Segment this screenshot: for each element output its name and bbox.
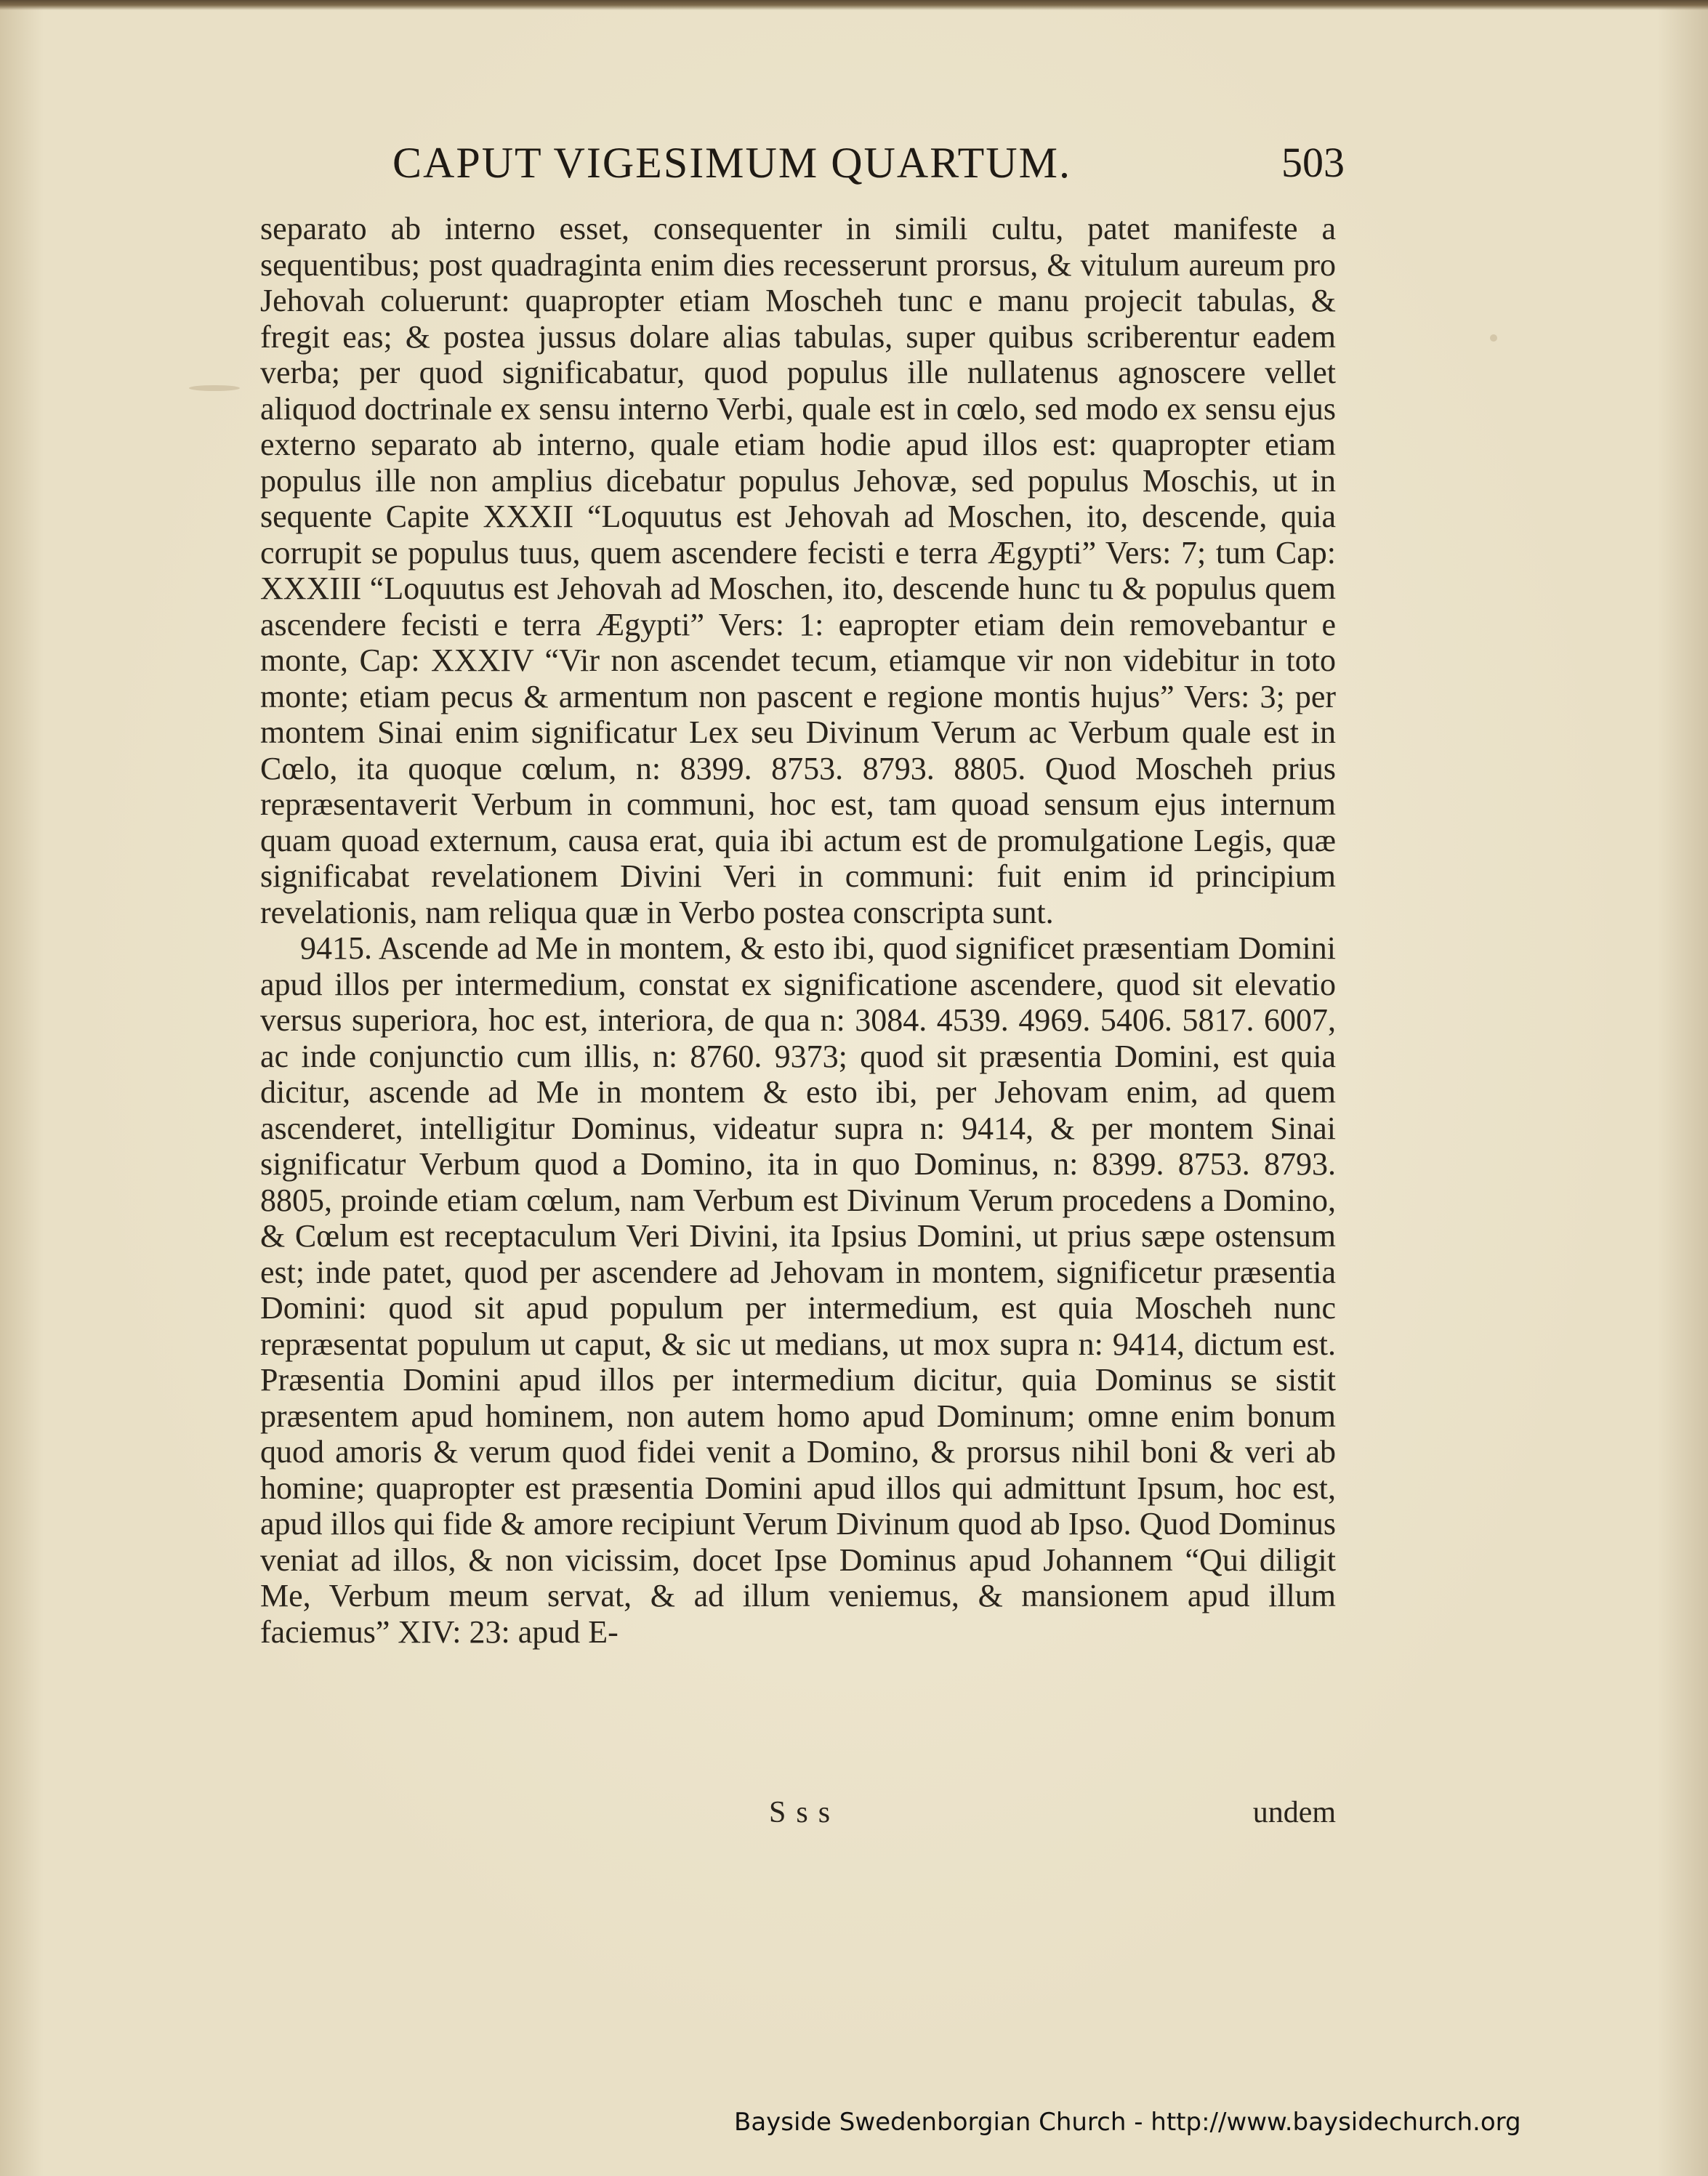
paragraph-continued: separato ab interno esset, consequenter in simili cultu, patet manifeste a sequentibus; post quadraginta enim dies recesserunt prorsus, & vitulum aureum pro Jehovah coluerunt: quapropter etiam Moscheh tunc e manu projecit tabulas, & fregit eas; & postea jussus dolare alias tabulas, super quibus scriberentur eadem verba; per quod significabatur, quod populus ille nullatenus agnoscere vellet aliquod doctrinale ex sensu interno Verbi, quale est in cœlo, sed modo ex sensu ejus externo separato ab interno, quale etiam hodie apud illos est: quapropter etiam populus ille non amplius dicebatur populus Jehovæ, sed populus Moschis, ut in sequente Capite XXXII “Loquutus est Jehovah ad Moschen, ito, descende, quia corrupit se populus tuus, quem ascendere fecisti e terra Ægypti” Vers: 7; tum Cap: XXXIII “Loquutus est Jehovah ad Moschen, ito, descende hunc tu & populus quem ascendere fecisti e terra Ægypti” Vers: 1: eapropter etiam dein removebantur e monte, Cap: XXXIV “Vir non ascendet tecum, etiamque vir non videbitur in toto monte; etiam pecus & armentum non pascent e regione montis hujus” Vers: 3; per montem Sinai enim significatur Lex seu Divinum Verum ac Verbum quale est in Cœlo, ita quoque cœlum, n: 8399. 8753. 8793. 8805. Quod Moscheh prius repræsentaverit Verbum in communi, hoc est, tam quoad sensum ejus internum quam quoad externum, causa erat, quia ibi actum est de promulgatione Legis, quæ significabat revelationem Divini Veri in communi: fuit enim id principium revelationis, nam reliqua quæ in Verbo postea conscripta sunt. xyxy=(260,211,1336,930)
paper-stain xyxy=(1490,334,1497,342)
running-head xyxy=(392,138,1345,204)
page-footer-line xyxy=(260,1795,1336,1832)
catchword: undem xyxy=(1252,1796,1336,1829)
paper-stain xyxy=(189,385,240,391)
body-text xyxy=(260,211,1336,1650)
page-number: 503 xyxy=(1281,139,1345,186)
website-credit: Bayside Swedenborgian Church - http://www.baysidechurch.org xyxy=(734,2108,1521,2137)
page-top-edge xyxy=(0,0,1708,10)
paragraph-9415: 9415. Ascende ad Me in montem, & esto ibi, quod significet præsentiam Domini apud illos per intermedium, constat ex significatione ascendere, quod sit elevatio versus superiora, hoc est, interiora, de qua n: 3084. 4539. 4969. 5406. 5817. 6007, ac inde conjunctio cum illis, n: 8760. 9373; quod sit præsentia Domini, est quia dicitur, ascende ad Me in montem & esto ibi, per Jehovam enim, ad quem ascenderet, intelligitur Dominus, videatur supra n: 9414, & per montem Sinai significatur Verbum quod a Domino, ita in quo Dominus, n: 8399. 8753. 8793. 8805, proinde etiam cœlum, nam Verbum est Divinum Verum procedens a Domino, & Cœlum est receptaculum Veri Divini, ita Ipsius Domini, ut prius sæpe ostensum est; inde patet, quod per ascendere ad Jehovam in montem, significetur præsentia Domini: quod sit apud populum per intermedium, est quia Moscheh nunc repræsentat populum ut caput, & sic ut medians, ut mox supra n: 9414, dictum est. Præsentia Domini apud illos per intermedium dicitur, quia Dominus se sistit præsentem apud hominem, non autem homo apud Dominum; omne enim bonum quod amoris & verum quod fidei venit a Domino, & prorsus nihil boni & veri ab homine; quapropter est præsentia Domini apud illos qui admittunt Ipsum, hoc est, apud illos qui fide & amore recipiunt Verum Divinum quod ab Ipso. Quod Dominus veniat ad illos, & non vicissim, docet Ipse Dominus apud Johannem “Qui diligit Me, Verbum meum servat, & ad illum veniemus, & mansionem apud illum faciemus” XIV: 23: apud E- xyxy=(260,930,1336,1650)
running-title: CAPUT VIGESIMUM QUARTUM. xyxy=(392,139,1071,187)
signature-mark: Sss xyxy=(769,1796,841,1829)
